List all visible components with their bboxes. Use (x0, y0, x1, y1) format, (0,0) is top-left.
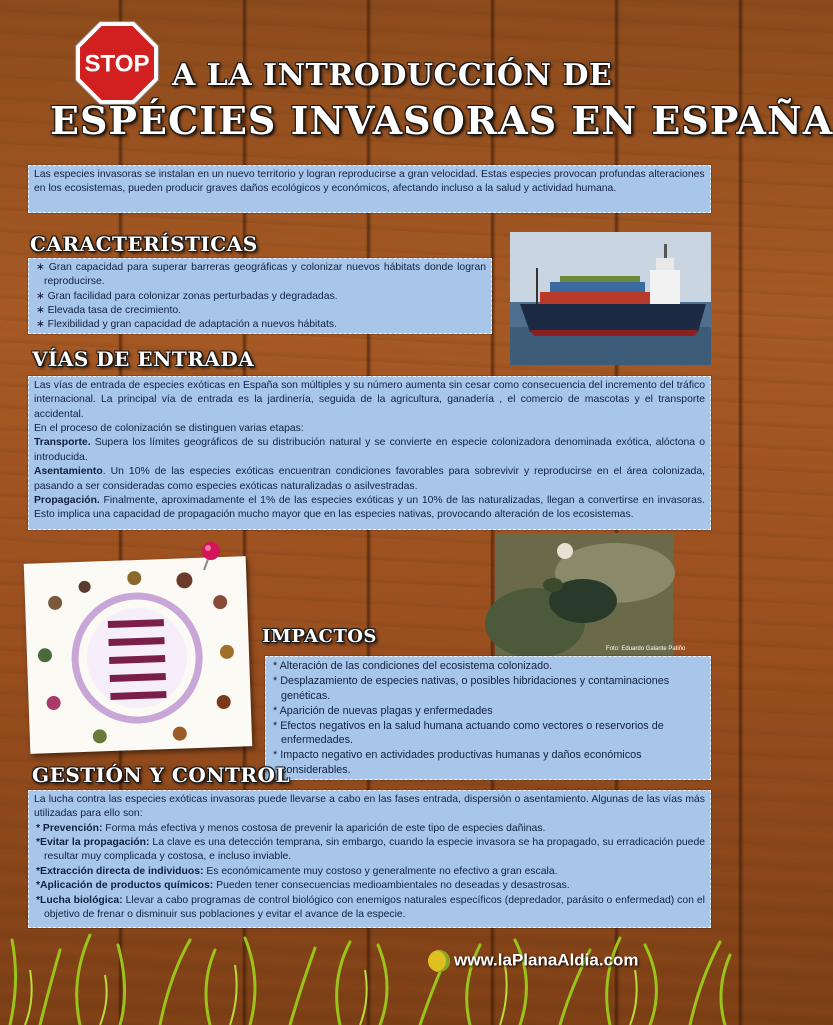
caracteristica-item: ∗ Elevada tasa de crecimiento. (36, 305, 182, 317)
impacto-item: * Aparición de nuevas plagas y enfermedades (273, 704, 493, 717)
impactos-heading: IMPACTOS (262, 626, 377, 647)
site-logo[interactable] (428, 950, 639, 972)
impacto-item: * Efectos negativos en la salud humana actuando como vectores o reservorios de enfermedades. (273, 719, 664, 747)
vias-box (28, 376, 711, 530)
gestion-intro: La lucha contra las especies exóticas invasoras puede llevarse a cabo en las fases entrada, dispersión o asentamiento. Algunas de las vías más utilizadas para ello son: (34, 794, 705, 820)
title-line-2: ESPÉCIES INVASORAS EN ESPAÑA (50, 98, 833, 143)
gestion-item: *Aplicación de productos químicos: Pueden tener consecuencias medioambientales no deseadas y desastrosas. (36, 880, 570, 892)
impactos-box (265, 656, 711, 780)
vias-paragraph-1: Las vías de entrada de especies exóticas en España son múltiples y su número aumenta sin cesar como consecuencia del incremento del tráfico internacional. La principal vía de entrada es la jardinería, seguida de la agricultura, ganadería , el comercio de mascotas y el transporte accidental. (34, 380, 705, 420)
species-infographic (24, 556, 252, 754)
gestion-box (28, 790, 711, 928)
vias-transporte: Transporte. Supera los límites geográficos de su distribución natural y se convierte en especie colonizadora denominada exótica, alóctona o introducida. (34, 437, 705, 463)
caracteristicas-box (28, 258, 492, 334)
title-line-1: A LA INTRODUCCIÓN DE (172, 58, 613, 93)
gestion-item: * Prevención: Forma más efectiva y menos costosa de prevenir la aparición de este tipo de especies dañinas. (36, 822, 546, 834)
gestion-item: *Extracción directa de individuos: Es económicamente muy costoso y generalmente no efectivo a gran escala. (36, 865, 558, 877)
vias-propagacion: Propagación. Finalmente, aproximadamente el 1% de las especies exóticas y un 10% de las naturalizadas, llegan a convertirse en invasoras. Esto implica una capacidad de propagación mucho mayor que en las especies nativas, provocando alteración de los ecosistemas. (34, 494, 705, 521)
vias-heading: VÍAS DE ENTRADA (32, 347, 255, 371)
cargo-ship-photo (510, 232, 711, 365)
caracteristicas-heading: CARACTERÍSTICAS (30, 232, 258, 256)
stop-sign (74, 20, 160, 106)
logo-text: www.laPlanaAldia.com (454, 950, 639, 970)
gestion-heading: GESTIÓN Y CONTROL (32, 763, 291, 787)
impacto-item: * Desplazamiento de especies nativas, o posibles hibridaciones y contaminaciones genéticas. (273, 674, 670, 702)
fern-decoration (0, 930, 733, 1025)
impacto-item: * Impacto negativo en actividades productivas humanas y daños económicos considerables. (273, 749, 642, 777)
stop-sign-label: STOP (84, 50, 150, 78)
push-pin-icon (196, 540, 222, 572)
photo-credit: Foto: Eduardo Galante Patiño (606, 646, 686, 652)
intro-text: Las especies invasoras se instalan en un nuevo territorio y logran reproducirse a gran velocidad. Estas especies provocan profundas alteraciones en los ecosistemas, pueden producir graves daños ecológicos y económicos, afectando incluso a la salud y actividad humana. (34, 169, 705, 195)
intro-box (28, 165, 711, 213)
caracteristica-item: ∗ Gran capacidad para superar barreras geográficas y colonizar nuevos hábitats donde logran reproducirse. (36, 262, 486, 288)
turtle-photo (495, 533, 673, 658)
caracteristica-item: ∗ Flexibilidad y gran capacidad de adaptación a nuevos hábitats. (36, 319, 337, 331)
gestion-item: *Evitar la propagación: La clave es una detección temprana, sin embargo, cuando la especie invasora se ha propagado, su erradicación puede resultar muy complicada y costosa, e incluso inviable. (36, 837, 706, 863)
vias-asentamiento: Asentamiento. Un 10% de las especies exóticas encuentran condiciones favorables para sobrevivir y reproducirse en el área colonizada, pasando a ser consideradas como especies exóticas naturalizadas o asilvestradas. (34, 466, 705, 492)
impacto-item: * Alteración de las condiciones del ecosistema colonizado. (273, 660, 553, 672)
logo-leaf-icon (428, 950, 450, 972)
vias-paragraph-2: En el proceso de colonización se distinguen varias etapas: (34, 423, 304, 435)
gestion-item: *Lucha biológica: Llevar a cabo programas de control biológico con enemigos naturales específicos (depredador, parásito o enfermedad) con el objetivo de frenar o disminuir sus poblaciones y evitar el avance de la especie. (36, 894, 705, 920)
caracteristica-item: ∗ Gran facilidad para colonizar zonas perturbadas y degradadas. (36, 290, 338, 302)
